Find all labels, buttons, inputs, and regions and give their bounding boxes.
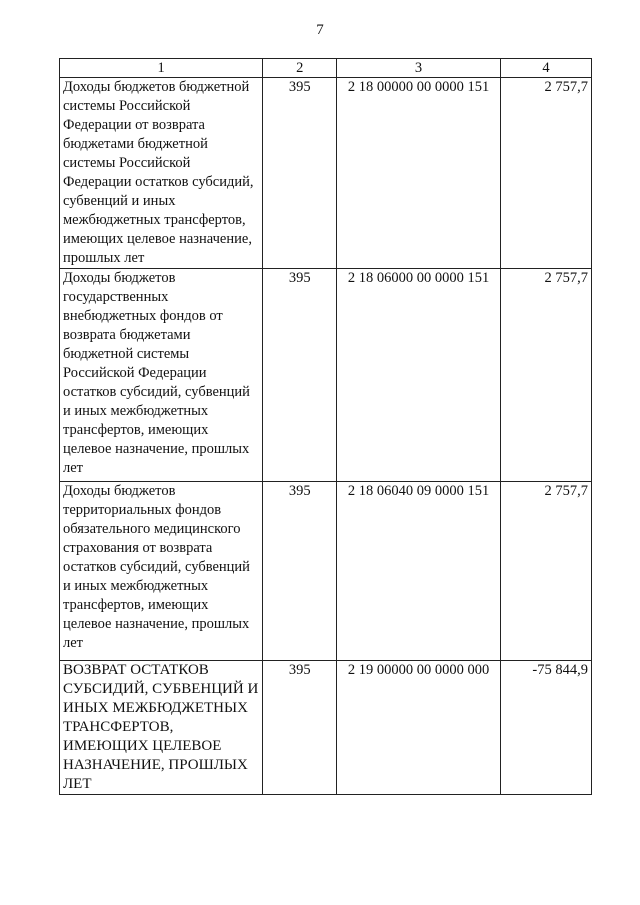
table-row [60, 482, 592, 661]
row-class-code: 2 18 06040 09 0000 151 [337, 482, 501, 661]
row-name: Доходы бюджетов территориальных фондов обязательного медицинского страхования от возврата остатков субсидий, субвенций и иных межбюджетных трансфертов, имеющих целевое назначение, прошлых лет [60, 482, 263, 661]
page-number: 7 [316, 22, 324, 38]
row-amount: 2 757,7 [500, 269, 591, 482]
row-amount: 2 757,7 [500, 482, 591, 661]
table-row [60, 78, 592, 269]
row-name: Доходы бюджетов бюджетной системы Российской Федерации от возврата бюджетами бюджетной системы Российской Федерации остатков субсидий, субвенций и иных межбюджетных трансфертов, имеющих целевое назначение, прошлых лет [60, 78, 263, 269]
row-name: Доходы бюджетов государственных внебюджетных фондов от возврата бюджетами бюджетной системы Российской Федерации остатков субсидий, субвенций и иных межбюджетных трансфертов, имеющих целевое назначение, прошлых лет [60, 269, 263, 482]
row-name: ВОЗВРАТ ОСТАТКОВ СУБСИДИЙ, СУБВЕНЦИЙ И ИНЫХ МЕЖБЮДЖЕТНЫХ ТРАНСФЕРТОВ, ИМЕЮЩИХ ЦЕЛЕВОЕ НАЗНАЧЕНИЕ, ПРОШЛЫХ ЛЕТ [60, 661, 263, 795]
table-row [60, 661, 592, 795]
column-header-2: 2 [263, 59, 337, 78]
column-header-4: 4 [500, 59, 591, 78]
table-row [60, 269, 592, 482]
row-amount: -75 844,9 [500, 661, 591, 795]
row-admin-code: 395 [263, 78, 337, 269]
row-admin-code: 395 [263, 269, 337, 482]
row-admin-code: 395 [263, 661, 337, 795]
column-header-3: 3 [337, 59, 501, 78]
row-class-code: 2 19 00000 00 0000 000 [337, 661, 501, 795]
budget-table [59, 58, 592, 795]
row-admin-code: 395 [263, 482, 337, 661]
column-header-1: 1 [60, 59, 263, 78]
row-amount: 2 757,7 [500, 78, 591, 269]
table-header-row [60, 59, 592, 78]
row-class-code: 2 18 06000 00 0000 151 [337, 269, 501, 482]
row-class-code: 2 18 00000 00 0000 151 [337, 78, 501, 269]
